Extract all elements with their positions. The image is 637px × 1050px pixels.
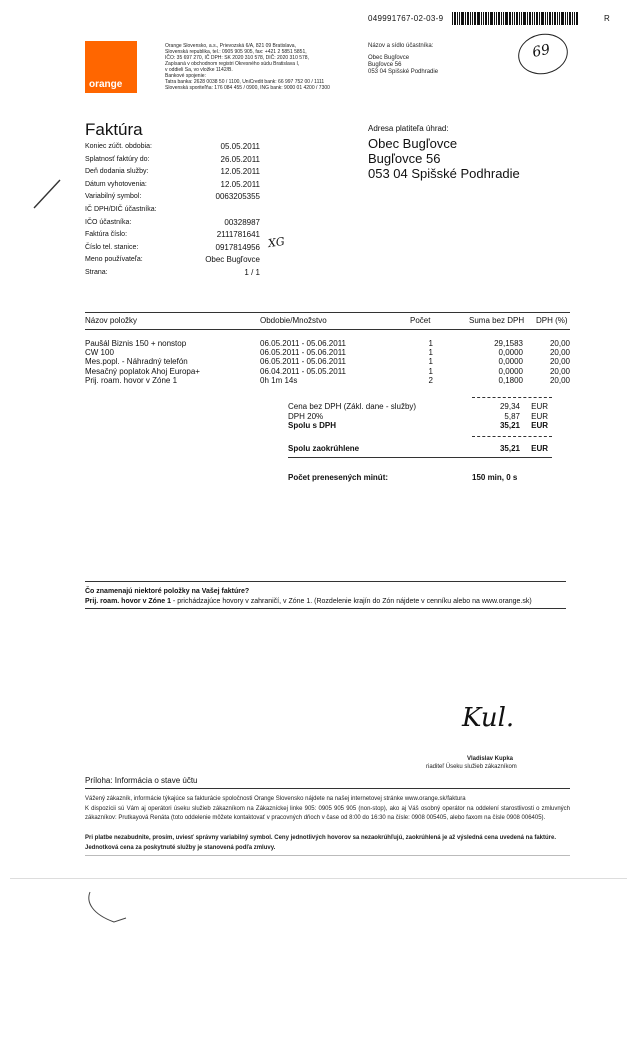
barcode-bar (519, 12, 520, 25)
totals-row (288, 412, 550, 422)
explanation-term: Prij. roam. hovor v Zóne 1 (85, 598, 171, 605)
signatory-name: Vladislav Kupka (467, 756, 514, 762)
table-cell: 20,00 (549, 375, 570, 385)
barcode-bar (457, 12, 458, 25)
barcode-bar (459, 12, 460, 25)
table-top-rule (85, 312, 570, 313)
signatory-title: riaditeľ Úseku služieb zákazníkom (426, 764, 517, 770)
table-cell: 06.05.2011 - 05.06.2011 (260, 348, 346, 358)
table-cell: CW 100 (85, 348, 114, 358)
company-line: Bankové spojenie: (165, 73, 206, 79)
company-line: Slovenská republika, tel.: 0905 905 905, fax: +421 2 5851 5851, (165, 49, 307, 55)
barcode-bar (536, 12, 538, 25)
barcode (452, 12, 594, 25)
invoice-field-label: Strana: (85, 268, 108, 276)
barcode-bar (488, 12, 489, 25)
barcode-bar (494, 12, 495, 25)
rounded-total-row (288, 444, 550, 454)
minutes-row (288, 473, 550, 483)
table-cell: 06.05.2011 - 05.06.2011 (260, 339, 346, 348)
table-cell: 1 (428, 339, 433, 348)
barcode-bar (547, 12, 548, 25)
rounded-total-currency: EUR (531, 444, 548, 453)
invoice-field-row (85, 205, 265, 218)
barcode-bar (572, 12, 573, 25)
orange-logo (85, 41, 137, 93)
page-fold-line (10, 878, 627, 879)
table-cell: 20,00 (549, 357, 570, 367)
totals-currency: EUR (531, 411, 548, 421)
barcode-bar (567, 12, 568, 25)
invoice-field-value: 0063205355 (215, 192, 260, 202)
explanation-text (85, 597, 575, 606)
barcode-bar (523, 12, 526, 25)
table-cell: 1 (428, 348, 433, 358)
corner-mark: R (604, 14, 610, 23)
barcode-bar (521, 12, 522, 25)
invoice-field-value: Obec Bugľovce (205, 255, 260, 265)
barcode-bar (559, 12, 560, 25)
table-cell: 20,00 (549, 339, 570, 348)
explanation-top-rule (85, 581, 566, 582)
payer-address (368, 136, 520, 181)
payer-address-line: Bugľovce 56 (368, 151, 441, 166)
table-cell: Mes.popl. - Náhradný telefón (85, 357, 188, 367)
invoice-field-row (85, 142, 265, 155)
signature-scribble: Kul. (462, 703, 515, 733)
invoice-field-value: 12.05.2011 (220, 179, 260, 189)
barcode-bar (467, 12, 469, 25)
barcode-bar (496, 12, 497, 25)
header-amount: Suma bez DPH (469, 316, 525, 325)
invoice-field-value: 26.05.2011 (220, 154, 260, 164)
table-cell: 2 (428, 375, 433, 385)
invoice-field-row (85, 255, 265, 268)
table-cell: 0h 1m 14s (260, 375, 298, 385)
recipient-address (368, 55, 438, 76)
barcode-bar (452, 12, 453, 25)
barcode-bar (512, 12, 513, 25)
barcode-bar (539, 12, 540, 25)
invoice-field-row (85, 243, 265, 256)
barcode-bar (565, 12, 566, 25)
company-line: v oddieli Sa, vo vložke 1142/B. (165, 67, 233, 73)
barcode-bar (549, 12, 551, 25)
totals-value: 35,21 (499, 421, 520, 430)
barcode-bar (527, 12, 528, 25)
barcode-bar (483, 12, 484, 25)
barcode-bar (514, 12, 515, 25)
recipient-address-line: Obec Bugľovce (368, 55, 410, 61)
explanation-bottom-rule (85, 608, 566, 609)
barcode-bar (576, 12, 578, 25)
totals-bottom-rule (472, 436, 552, 437)
recipient-address-line: Bugľovce 56 (368, 62, 402, 68)
invoice-field-row (85, 230, 265, 243)
explanation-description: - prichádzajúce hovory v zahraničí, v Zóne 1. (Rozdelenie krajín do Zón nájdete v cenníku alebo na www.orange.sk) (170, 598, 532, 605)
barcode-bar (454, 12, 456, 25)
barcode-bar (574, 12, 575, 25)
invoice-field-value: 0917814956 (215, 242, 260, 252)
table-cell: 29,1583 (494, 339, 523, 348)
header-item-name: Názov položky (85, 316, 138, 325)
table-cell: 06.05.2011 - 05.06.2011 (260, 357, 346, 367)
invoice-field-value: 1 / 1 (244, 267, 260, 277)
invoice-field-row (85, 218, 265, 231)
barcode-bar (472, 12, 473, 25)
rounded-total-value: 35,21 (499, 444, 520, 453)
invoice-fields (85, 142, 265, 281)
table-cell: Paušál Biznis 150 + nonstop (85, 339, 187, 348)
invoice-field-label: Meno používateľa: (85, 256, 143, 264)
payer-label: Adresa platiteľa úhrad: (368, 124, 449, 133)
barcode-bar (541, 12, 544, 25)
handwritten-number: 69 (514, 29, 571, 79)
table-cell: 1 (428, 357, 433, 367)
header-period: Obdobie/Množstvo (260, 316, 327, 325)
barcode-bar (490, 12, 493, 25)
invoice-field-value: 00328987 (224, 217, 260, 227)
table-header-rule (85, 329, 570, 330)
invoice-title: Faktúra (85, 120, 143, 139)
barcode-bar (554, 12, 556, 25)
company-line: IČO: 35 697 270, IČ DPH: SK 2020 310 578, DIČ: 2020 310 578, (165, 55, 309, 61)
items-table-body (85, 339, 570, 385)
header-vat: DPH (%) (536, 316, 568, 325)
barcode-bar (534, 12, 535, 25)
company-info (165, 43, 355, 91)
barcode-bar (461, 12, 464, 25)
logo-text: orange (89, 79, 123, 90)
pen-curve-mark (84, 888, 144, 928)
table-row (85, 357, 570, 366)
totals-value: 5,87 (504, 411, 520, 421)
barcode-bar (501, 12, 502, 25)
barcode-bar (529, 12, 531, 25)
recipient-label: Názov a sídlo účastníka: (368, 43, 434, 49)
totals-label: Cena bez DPH (Zákl. dane - služby) (288, 402, 417, 411)
invoice-field-row (85, 268, 265, 281)
company-line: Slovenská sporiteľňa: 176 084 455 / 0900, ING bank: 9000 01 4200 / 7300 (165, 85, 330, 91)
items-table-header (85, 316, 570, 326)
totals-label: Spolu s DPH (288, 421, 337, 430)
barcode-bar (532, 12, 533, 25)
table-row (85, 348, 570, 357)
totals-currency: EUR (531, 421, 548, 430)
invoice-field-row (85, 167, 265, 180)
invoice-field-row (85, 180, 265, 193)
table-cell: 0,0000 (498, 357, 523, 367)
invoice-field-row (85, 155, 265, 168)
pen-stroke-mark (30, 176, 64, 212)
header-count: Počet (410, 316, 431, 325)
invoice-field-label: IČ DPH/DIČ účastníka: (85, 205, 157, 213)
attachment-bold-paragraph: Pri platbe nezabudnite, prosím, uviesť správny variabilný symbol. Ceny jednotlivých hovorov sa nezaokrúhľujú, zaokrúhlená je až výsledná cena uvedená na faktúre. Jednotková cena za poskytnuté služby je stanovená podľa zmluvy. (85, 835, 556, 851)
invoice-field-label: IČO účastníka: (85, 218, 132, 226)
barcode-bar (503, 12, 504, 25)
totals-row (288, 402, 550, 412)
minutes-value: 150 min, 0 s (472, 473, 518, 482)
table-cell: 0,1800 (498, 375, 523, 385)
invoice-field-label: Faktúra číslo: (85, 231, 128, 239)
attachment-top-rule (85, 788, 570, 789)
table-cell: 0,0000 (498, 366, 523, 376)
attachment-bottom-rule (85, 855, 570, 856)
table-row (85, 339, 570, 348)
table-cell: 20,00 (549, 366, 570, 376)
table-row (85, 376, 570, 385)
totals-value: 29,34 (499, 402, 520, 411)
table-cell: 20,00 (549, 348, 570, 358)
handwritten-check-mark: XG (267, 234, 286, 251)
rounded-total-rule (288, 457, 552, 458)
table-cell: 06.04.2011 - 05.05.2011 (260, 366, 346, 376)
document-number: 049991767-02-03-9 (368, 14, 444, 23)
table-row (85, 367, 570, 376)
barcode-bar (474, 12, 476, 25)
totals-block (288, 402, 550, 431)
invoice-field-label: Dátum vyhotovenia: (85, 180, 147, 188)
barcode-bar (545, 12, 546, 25)
totals-top-rule (472, 397, 552, 398)
recipient-address-line: 053 04 Spišské Podhradie (368, 69, 439, 75)
rounded-total-label: Spolu zaokrúhlene (288, 444, 360, 453)
minutes-label: Počet prenesených minút: (288, 473, 389, 482)
invoice-field-label: Splatnosť faktúry do: (85, 155, 150, 163)
explanation-question: Čo znamenajú niektoré položky na Vašej faktúre? (85, 588, 250, 595)
barcode-bar (569, 12, 571, 25)
invoice-field-value: 12.05.2011 (220, 167, 260, 177)
barcode-bar (552, 12, 553, 25)
barcode-bar (557, 12, 558, 25)
company-line: Zapísaná v obchodnom registri Okresného súdu Bratislava I, (165, 61, 300, 67)
payer-address-line: Obec Bugľovce (368, 136, 458, 151)
invoice-field-label: Deň dodania služby: (85, 168, 149, 176)
barcode-bar (505, 12, 508, 25)
table-cell: Mesačný poplatok Ahoj Europa+ (85, 366, 200, 376)
attachment-title: Príloha: Informácia o stave účtu (85, 776, 198, 785)
barcode-bar (516, 12, 518, 25)
payer-address-line: 053 04 Spišské Podhradie (368, 166, 520, 181)
attachment-paragraph: Vážený zákazník, informácie týkajúce sa fakturácie spoločnosti Orange Slovensko nájdete na našej internetovej stránke www.orange.sk/faktura K dispozícii sú Vám aj operátori úseku služieb zákazníkom na Zákazníckej linke 905: 0905 905 905 (non-stop), ako aj Váš osobný operátor na oddelení starostlivosti o zmluvných zákazníkov: Prutkayová Renáta (toto oddelenie môžete kontaktovať v pracovných dňoch v čase od 8:00 do 16:30 na čísle: 0908 005405, alebo faxom na čísle 0908 006405). (85, 796, 570, 821)
barcode-bar (498, 12, 500, 25)
barcode-bar (481, 12, 482, 25)
invoice-field-label: Variabilný symbol: (85, 193, 142, 201)
invoice-field-value: 2111781641 (216, 230, 260, 240)
table-cell: 1 (428, 366, 433, 376)
totals-currency: EUR (531, 402, 548, 411)
invoice-field-value: 05.05.2011 (220, 142, 260, 151)
invoice-field-label: Koniec zúčt. obdobia: (85, 143, 152, 150)
barcode-bar (561, 12, 564, 25)
invoice-field-row (85, 192, 265, 205)
table-cell: 0,0000 (498, 348, 523, 358)
table-cell: Prij. roam. hovor v Zóne 1 (85, 375, 178, 385)
barcode-bar (477, 12, 480, 25)
totals-row (288, 421, 550, 431)
company-line: Tatra banka: 2628 0038 50 / 1100, UniCredit bank: 66 997 752 00 / 1111 (165, 79, 325, 85)
barcode-bar (509, 12, 511, 25)
barcode-bar (485, 12, 487, 25)
barcode-bar (470, 12, 471, 25)
invoice-field-label: Číslo tel. stanice: (85, 243, 139, 251)
company-line: Orange Slovensko, a.s., Prievozská 6/A, 821 09 Bratislava, (165, 43, 296, 49)
totals-label: DPH 20% (288, 411, 324, 421)
barcode-bar (465, 12, 466, 25)
